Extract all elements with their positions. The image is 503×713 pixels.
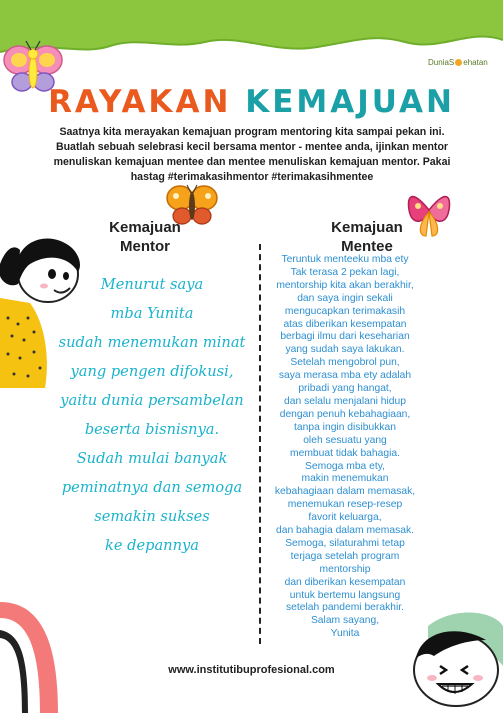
mentee-line: mentorship	[319, 563, 371, 575]
mentor-line: sudah menemukan minat	[58, 334, 246, 351]
mentee-message	[263, 254, 427, 641]
mentor-line: yaitu dunia persambelan	[60, 392, 244, 409]
intro-paragraph	[34, 125, 470, 185]
mentee-line: dan saya ingin sekali	[297, 292, 393, 304]
mentee-line: Salam sayang,	[310, 615, 380, 627]
mentee-line: makin menemukan	[301, 473, 389, 485]
mentor-line: peminatnya dan semoga	[61, 479, 243, 496]
mentor-line: Sudah mulai banyak	[76, 450, 228, 467]
mentee-line: dan selalu menjalani hidup	[284, 395, 406, 407]
mentee-line: kebahagiaan dalam memasak,	[274, 486, 416, 498]
mentee-line: dengan penuh kebahagiaan,	[279, 408, 411, 420]
mentee-line: pribadi yang hangat,	[298, 383, 392, 395]
mentee-line: Tak terasa 2 pekan lagi,	[290, 266, 400, 278]
mentee-line: yang sudah saya lakukan.	[285, 344, 405, 356]
mentee-line: atas diberikan kesempatan	[283, 318, 407, 330]
mentor-line: semakin sukses	[94, 508, 210, 525]
mentee-line: saya merasa mba ety adalah	[278, 370, 412, 382]
mentee-line: mentorship kita akan berakhir,	[276, 279, 414, 291]
mentor-line: yang pengen difokusi,	[70, 363, 234, 380]
arc-decoration	[0, 600, 60, 713]
page-title	[0, 84, 503, 120]
mentee-line: Semoga mba ety,	[305, 460, 385, 472]
intro-line: hastag #terimakasihmentor #terimakasihmentee	[130, 171, 374, 183]
footer-website: www.institutibuprofesional.com	[168, 664, 335, 676]
intro-line: Saatnya kita merayakan kemajuan program mentoring kita sampai pekan ini.	[59, 126, 445, 138]
mentee-line: dan bahagia dalam memasak.	[276, 525, 414, 537]
mentee-line: Setelah mengobrol pun,	[290, 357, 400, 369]
mentor-line: Menurut saya	[100, 276, 204, 293]
mentee-line: Teruntuk menteeku mba ety	[281, 254, 409, 265]
title-word-2: KEMAJUAN	[245, 84, 455, 120]
mentor-line: beserta bisnisnya.	[84, 421, 220, 438]
mentee-heading: Kemajuan Mentee	[331, 219, 403, 255]
mentee-line: berbagi ilmu dari keseharian	[280, 331, 410, 343]
mentee-line: dan diberikan kesempatan	[284, 576, 406, 588]
intro-line: Buatlah sebuah selebrasi kecil bersama mentor - mentee anda, ijinkan mentor	[55, 141, 449, 153]
mentee-line: untuk bertemu langsung	[289, 589, 401, 601]
mentor-line: ke depannya	[105, 537, 199, 554]
mentor-message	[52, 270, 252, 560]
title-word-1: RAYAKAN	[48, 84, 232, 120]
brand-logo: DuniaS ehatan	[428, 58, 488, 67]
boy-illustration	[398, 606, 503, 713]
mentee-line: membuat tidak bahagia.	[290, 447, 400, 459]
mentee-line: favorit keluarga,	[308, 512, 382, 524]
mentor-heading: Kemajuan Mentor	[109, 219, 181, 255]
mentee-line: Yunita	[330, 628, 360, 640]
column-divider	[259, 244, 261, 644]
mentee-line: terjaga setelah program	[290, 550, 400, 562]
mentee-line: setelah pandemi berakhir.	[286, 602, 404, 614]
mentee-line: mengucapkan terimakasih	[284, 305, 406, 317]
logo-dot-icon	[455, 59, 462, 66]
mentee-line: menemukan resep-resep	[287, 499, 403, 511]
mentor-line: mba Yunita	[110, 305, 194, 322]
mentee-line: oleh sesuatu yang	[303, 434, 387, 446]
mentee-line: Semoga, silaturahmi tetap	[285, 537, 405, 549]
mentee-line: tanpa ingin disibukkan	[294, 421, 396, 433]
intro-line: menuliskan kemajuan mentee dan mentee menuliskan kemajuan mentor. Pakai	[53, 156, 451, 168]
